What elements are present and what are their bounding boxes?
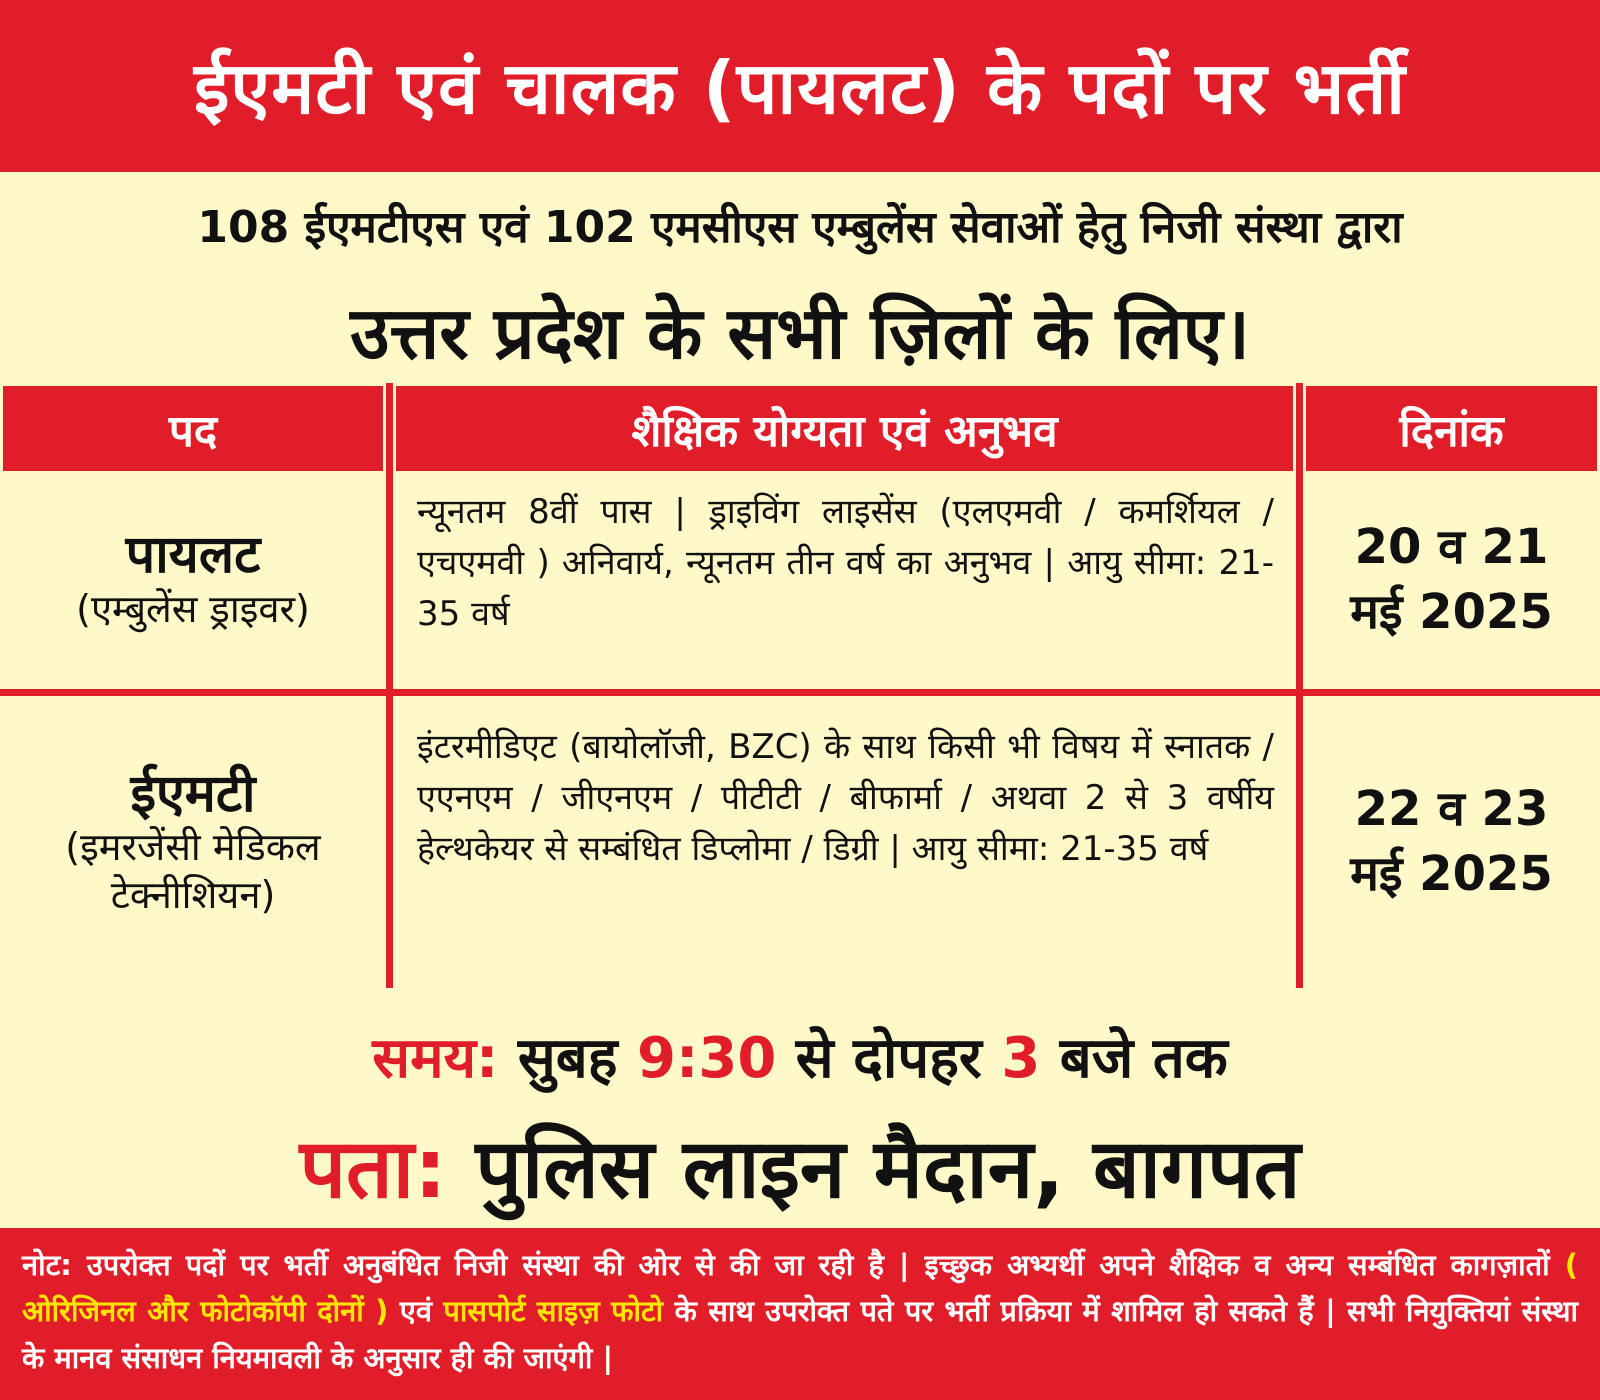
header-banner [0, 0, 1600, 172]
post-name: पायलट [125, 525, 261, 586]
date-month: मई 2025 [1350, 846, 1553, 902]
qualification-text: इंटरमीडिएट (बायोलॉजी, BZC) के साथ किसी भी विषय में स्नातक / एएनएम / जीएनएम / पीटीटी / बीफार्मा / अथवा 2 से 3 वर्षीय हेल्थकेयर से सम्बंधित डिप्लोमा / डिग्री | आयु सीमा: 21-35 वर्ष [393, 696, 1296, 988]
date-month: मई 2025 [1350, 584, 1553, 640]
intro-line-1: 108 ईएमटीएस एवं 102 एमसीएस एम्बुलेंस सेवाओं हेतु निजी संस्था द्वारा [197, 202, 1403, 253]
note-text: के साथ उपरोक्त पते पर भर्ती प्रक्रिया में शामिल हो सकते हैं | सभी नियुक्तियां संस्था के मानव संसाधन नियमावली के अनुसार ही की जाएंगी | [22, 1294, 1579, 1375]
address-value: पुलिस लाइन मैदान, बागपत [446, 1122, 1301, 1217]
post-subtitle: (एम्बुलेंस ड्राइवर) [76, 587, 310, 632]
note-text: नोट: उपरोक्त पदों पर भर्ती अनुबंधित निजी संस्था की ओर से की जा रही है | इच्छुक अभ्यर्थी अपने शैक्षिक व अन्य सम्बंधित कागज़ातों [22, 1248, 1565, 1282]
header-date: दिनांक [1303, 383, 1600, 471]
timing-text: सुबह [498, 1026, 637, 1091]
page-title: ईएमटी एवं चालक (पायलट) के पदों पर भर्ती [194, 46, 1406, 130]
date-cell [1303, 696, 1600, 988]
address-label: पता: [299, 1122, 447, 1217]
post-name: ईएमटी [130, 763, 256, 824]
date-days: 22 व 23 [1354, 781, 1549, 838]
date-days: 20 व 21 [1354, 519, 1549, 576]
qualification-text: न्यूनतम 8वीं पास | ड्राइविंग लाइसेंस (एलएमवी / कमर्शियल / एचएमवी ) अनिवार्य, न्यूनतम तीन वर्ष का अनुभव | आयु सीमा: 21-35 वर्ष [393, 471, 1296, 689]
note-banner [0, 1228, 1600, 1400]
timing-start: 9:30 [637, 1026, 777, 1091]
header-qualification: शैक्षिक योग्यता एवं अनुभव [393, 383, 1296, 471]
table-row-post [0, 471, 386, 689]
timing-label: समय: [372, 1026, 499, 1091]
header-post: पद [0, 383, 386, 471]
timing-text: बजे तक [1040, 1026, 1228, 1091]
timing-line [0, 1018, 1600, 1094]
date-cell [1303, 471, 1600, 689]
post-subtitle: (इमरजेंसी मेडिकल टेक्नीशियन) [65, 825, 321, 917]
intro-line-2: उत्तर प्रदेश के सभी ज़िलों के लिए। [350, 291, 1250, 375]
note-highlight-documents: ( ओरिजिनल और फोटोकॉपी दोनों ) [22, 1248, 1578, 1329]
note-text: एवं [388, 1294, 444, 1329]
recruitment-table [0, 383, 1600, 988]
timing-text: से दोपहर [776, 1026, 1002, 1091]
timing-end: 3 [1001, 1026, 1041, 1091]
table-row-post [0, 696, 386, 988]
note-highlight-photo: पासपोर्ट साइज़ फोटो [443, 1294, 664, 1329]
address-line [0, 1110, 1600, 1222]
